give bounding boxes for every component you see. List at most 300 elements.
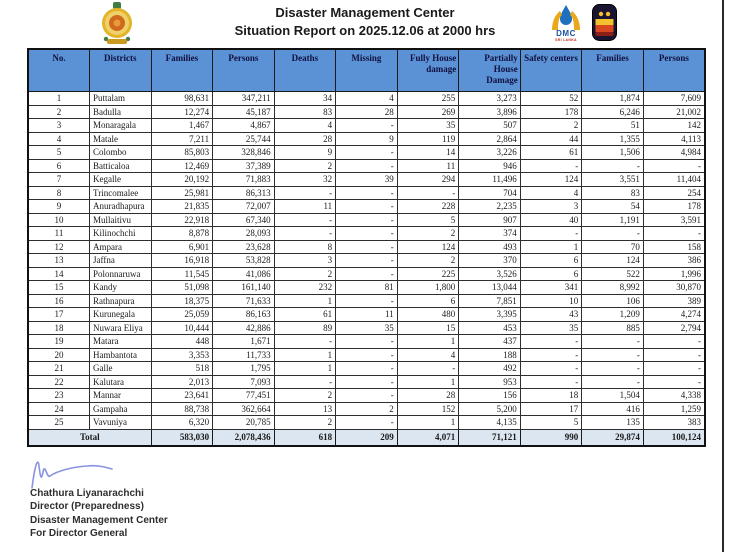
table-cell: 341 [520,281,582,295]
total-cell: 209 [336,429,398,446]
table-cell: 72,007 [213,200,275,214]
table-row [28,335,705,349]
table-row [28,402,705,416]
table-cell: - [336,213,398,227]
table-cell: 54 [582,200,644,214]
table-cell: 20,785 [213,416,275,430]
table-cell: 25,744 [213,132,275,146]
column-header: Persons [643,49,705,92]
table-cell: 2 [336,402,398,416]
table-cell: 13 [28,254,90,268]
table-cell: 1 [274,362,336,376]
table-total-row [28,429,705,446]
table-cell: 7 [28,173,90,187]
report-subtitle: Situation Report on 2025.12.06 at 2000 hrs [234,23,496,38]
table-cell: 4 [28,132,90,146]
table-cell: - [582,159,644,173]
table-cell: Mullaitivu [90,213,152,227]
table-cell: 480 [397,308,459,322]
table-cell: 507 [459,119,521,133]
table-cell: 11 [274,200,336,214]
table-cell: 370 [459,254,521,268]
total-cell: 583,030 [151,429,213,446]
table-cell: 9 [28,200,90,214]
table-cell: 493 [459,240,521,254]
table-row [28,132,705,146]
table-row [28,146,705,160]
table-cell: 106 [582,294,644,308]
table-cell: 43 [520,308,582,322]
table-cell: 25,059 [151,308,213,322]
table-cell: 34 [274,92,336,106]
total-cell: 100,124 [643,429,705,446]
table-cell: - [643,335,705,349]
table-cell: - [643,348,705,362]
table-cell: 9 [336,132,398,146]
report-title: Disaster Management Center [275,5,455,20]
table-cell: 21 [28,362,90,376]
table-cell: 885 [582,321,644,335]
table-row [28,348,705,362]
table-cell: 6,246 [582,105,644,119]
table-cell: 156 [459,389,521,403]
table-cell: 17 [28,308,90,322]
table-cell: Matara [90,335,152,349]
table-cell: 124 [397,240,459,254]
signatory-for: For Director General [30,528,128,540]
table-cell: 18 [520,389,582,403]
table-cell: 3,226 [459,146,521,160]
table-cell: 16,918 [151,254,213,268]
table-cell: 6 [520,254,582,268]
table-cell: - [520,335,582,349]
table-cell: 8 [274,240,336,254]
signatory-title: Director (Preparedness) [30,501,144,513]
table-cell: 70 [582,240,644,254]
table-cell: 1,209 [582,308,644,322]
table-cell: 437 [459,335,521,349]
table-cell: - [582,362,644,376]
table-cell: Matale [90,132,152,146]
table-row [28,119,705,133]
table-cell: Monaragala [90,119,152,133]
table-cell: 2,864 [459,132,521,146]
table-cell: - [520,227,582,241]
table-cell: 2 [520,119,582,133]
table-cell: 1,795 [213,362,275,376]
total-label: Total [28,429,151,446]
table-cell: Hambantota [90,348,152,362]
signatory-block [30,487,168,541]
table-cell: - [336,240,398,254]
table-cell: 907 [459,213,521,227]
table-cell: - [336,159,398,173]
table-cell: - [582,348,644,362]
table-cell: 71,633 [213,294,275,308]
table-row [28,92,705,106]
total-cell: 2,078,436 [213,429,275,446]
table-cell: - [643,227,705,241]
table-cell: Colombo [90,146,152,160]
dmc-logo [548,4,584,43]
table-cell: 2 [397,227,459,241]
table-cell: 20 [28,348,90,362]
table-cell: 10,444 [151,321,213,335]
table-row [28,213,705,227]
total-cell: 990 [520,429,582,446]
table-header-row [28,49,705,92]
table-cell: 4 [520,186,582,200]
table-cell: 86,313 [213,186,275,200]
table-cell: 119 [397,132,459,146]
column-header: Deaths [274,49,336,92]
table-cell: Galle [90,362,152,376]
column-header: Fully House damage [397,49,459,92]
table-cell: 178 [520,105,582,119]
table-cell: Kurunegala [90,308,152,322]
column-header: Partially House Damage [459,49,521,92]
table-cell: 4 [397,348,459,362]
table-cell: 2 [28,105,90,119]
table-cell: 23 [28,389,90,403]
table-cell: - [336,267,398,281]
table-cell: 347,211 [213,92,275,106]
table-cell: 28 [397,389,459,403]
table-cell: 4,274 [643,308,705,322]
table-cell: 3,273 [459,92,521,106]
table-cell: 1,355 [582,132,644,146]
table-cell: Gampaha [90,402,152,416]
table-cell: 67,340 [213,213,275,227]
table-cell: 6 [520,267,582,281]
table-cell: 11,404 [643,173,705,187]
table-cell: Rathnapura [90,294,152,308]
table-cell: 23,628 [213,240,275,254]
table-cell: 135 [582,416,644,430]
table-cell: 11,545 [151,267,213,281]
table-cell: 3,591 [643,213,705,227]
table-cell: 15 [397,321,459,335]
table-cell: 30,870 [643,281,705,295]
table-cell: 11 [397,159,459,173]
total-cell: 4,071 [397,429,459,446]
table-cell: 7,211 [151,132,213,146]
table-cell: 16 [28,294,90,308]
table-row [28,159,705,173]
table-cell: - [336,362,398,376]
table-cell: - [336,200,398,214]
table-cell: 51 [582,119,644,133]
table-cell: - [643,362,705,376]
table-cell: - [643,375,705,389]
table-cell: 1 [397,335,459,349]
table-cell: 98,631 [151,92,213,106]
table-cell: 83 [274,105,336,119]
total-cell: 29,874 [582,429,644,446]
table-cell: - [336,119,398,133]
table-cell: 1,191 [582,213,644,227]
table-cell: 41,086 [213,267,275,281]
table-cell: 124 [582,254,644,268]
table-cell: 21,002 [643,105,705,119]
table-cell: - [274,227,336,241]
table-cell: Trincomalee [90,186,152,200]
table-cell: 374 [459,227,521,241]
table-cell: 254 [643,186,705,200]
ministry-logo [592,4,617,46]
table-cell: - [336,254,398,268]
column-header: Families [582,49,644,92]
table-cell: 6,901 [151,240,213,254]
table-cell: 18 [28,321,90,335]
table-cell: 35 [520,321,582,335]
dmc-hands-droplet-icon [549,4,583,30]
table-cell: 158 [643,240,705,254]
table-cell: 3 [28,119,90,133]
table-cell: 7,609 [643,92,705,106]
table-row [28,186,705,200]
table-cell: 8,992 [582,281,644,295]
table-cell: 77,451 [213,389,275,403]
table-cell: 416 [582,402,644,416]
table-cell: - [336,416,398,430]
situation-table [27,48,706,447]
table-cell: 18,375 [151,294,213,308]
table-cell: 61 [520,146,582,160]
signatory-name: Chathura Liyanarachchi [30,488,144,499]
table-cell: - [336,146,398,160]
table-cell: 89 [274,321,336,335]
table-cell: - [336,294,398,308]
table-cell: 42,886 [213,321,275,335]
table-cell: 24 [28,402,90,416]
table-cell: - [274,335,336,349]
table-cell: 269 [397,105,459,119]
table-cell: 1 [274,294,336,308]
table-cell: 1,504 [582,389,644,403]
table-cell: Anuradhapura [90,200,152,214]
table-cell: 4,135 [459,416,521,430]
table-cell: 255 [397,92,459,106]
header-logos [548,4,617,46]
table-cell: 88,738 [151,402,213,416]
table-cell: 3,526 [459,267,521,281]
table-cell: 5,200 [459,402,521,416]
table-cell: 4,338 [643,389,705,403]
table-cell: 10 [28,213,90,227]
table-cell: 37,389 [213,159,275,173]
table-cell: - [336,389,398,403]
table-cell: 704 [459,186,521,200]
table-row [28,267,705,281]
table-row [28,294,705,308]
table-cell: Puttalam [90,92,152,106]
table-cell: 2 [397,254,459,268]
table-cell: 11,496 [459,173,521,187]
table-cell: 232 [274,281,336,295]
table-cell: 492 [459,362,521,376]
table-cell: 61 [274,308,336,322]
table-cell: 228 [397,200,459,214]
table-cell: Kegalle [90,173,152,187]
table-cell: 1 [397,416,459,430]
table-cell: 518 [151,362,213,376]
column-header: Districts [90,49,152,92]
table-body [28,92,705,430]
table-cell: Mannar [90,389,152,403]
table-cell: Vavuniya [90,416,152,430]
table-cell: 3,395 [459,308,521,322]
table-cell: 9 [274,146,336,160]
table-cell: 294 [397,173,459,187]
table-row [28,389,705,403]
report-titles [0,4,730,40]
column-header: Families [151,49,213,92]
table-cell: 3,551 [582,173,644,187]
table-cell: 2 [274,416,336,430]
dmc-logo-text: DMC [556,29,576,38]
table-cell: 12,469 [151,159,213,173]
table-cell: - [336,186,398,200]
table-cell: 1 [397,375,459,389]
table-cell: 4,867 [213,119,275,133]
table-cell: 6,320 [151,416,213,430]
table-cell: - [274,213,336,227]
table-cell: 22 [28,375,90,389]
table-cell: 35 [336,321,398,335]
table-cell: 12,274 [151,105,213,119]
table-cell: 35 [397,119,459,133]
table-row [28,200,705,214]
table-cell: 161,140 [213,281,275,295]
table-cell: - [336,227,398,241]
table-cell: 522 [582,267,644,281]
table-cell: 6 [397,294,459,308]
table-cell: 14 [397,146,459,160]
table-cell: 11 [28,227,90,241]
table-row [28,416,705,430]
table-row [28,254,705,268]
column-header: Persons [213,49,275,92]
table-cell: 1,996 [643,267,705,281]
table-cell: 71,883 [213,173,275,187]
table-cell: 17 [520,402,582,416]
table-cell: 124 [520,173,582,187]
table-cell: 25,981 [151,186,213,200]
table-row [28,105,705,119]
table-cell: 453 [459,321,521,335]
table-cell: 25 [28,416,90,430]
table-cell: - [582,227,644,241]
table-cell: - [582,375,644,389]
table-cell: 1,506 [582,146,644,160]
table-cell: 7,093 [213,375,275,389]
table-cell: Nuwara Eliya [90,321,152,335]
table-row [28,227,705,241]
table-cell: 52 [520,92,582,106]
table-cell: Jaffna [90,254,152,268]
table-cell: - [336,335,398,349]
column-header: Missing [336,49,398,92]
table-cell: Badulla [90,105,152,119]
table-row [28,173,705,187]
table-cell: 1,259 [643,402,705,416]
table-cell: 13,044 [459,281,521,295]
table-row [28,375,705,389]
table-cell: 1 [274,348,336,362]
table-cell: - [336,348,398,362]
signatory-org: Disaster Management Center [30,514,168,526]
table-cell: 7,851 [459,294,521,308]
table-cell: - [520,362,582,376]
table-cell: 3,353 [151,348,213,362]
table-cell: 1 [28,92,90,106]
table-cell: 32 [274,173,336,187]
table-cell: 5 [520,416,582,430]
table-cell: 5 [397,213,459,227]
table-cell: 328,846 [213,146,275,160]
column-header: Safety centers [520,49,582,92]
table-cell: 1,467 [151,119,213,133]
table-cell: Kilinochchi [90,227,152,241]
table-cell: 8,878 [151,227,213,241]
page-edge-line [722,0,724,552]
table-cell: 83 [582,186,644,200]
table-cell: 4,113 [643,132,705,146]
table-cell: - [520,375,582,389]
table-cell: 362,664 [213,402,275,416]
table-cell: 39 [336,173,398,187]
table-cell: 21,835 [151,200,213,214]
table-cell: 4,984 [643,146,705,160]
total-cell: 618 [274,429,336,446]
table-cell: - [336,375,398,389]
table-cell: 1,874 [582,92,644,106]
table-cell: 2 [274,159,336,173]
table-cell: Batticaloa [90,159,152,173]
table-cell: 10 [520,294,582,308]
table-cell: 86,163 [213,308,275,322]
table-cell: - [643,159,705,173]
table-cell: 953 [459,375,521,389]
table-cell: - [397,186,459,200]
table-row [28,321,705,335]
table-cell: 3,896 [459,105,521,119]
column-header: No. [28,49,90,92]
table-cell: - [520,348,582,362]
table-cell: 142 [643,119,705,133]
table-cell: 28 [274,132,336,146]
table-cell: - [274,375,336,389]
table-cell: 13 [274,402,336,416]
table-row [28,281,705,295]
table-cell: 23,641 [151,389,213,403]
table-cell: 28,093 [213,227,275,241]
table-row [28,240,705,254]
table-cell: 1,800 [397,281,459,295]
table-cell: 946 [459,159,521,173]
table-cell: - [397,362,459,376]
table-row [28,308,705,322]
table-cell: 225 [397,267,459,281]
table-cell: 386 [643,254,705,268]
table-cell: 20,192 [151,173,213,187]
table-cell: 53,828 [213,254,275,268]
table-cell: 22,918 [151,213,213,227]
table-cell: 8 [28,186,90,200]
table-cell: 3 [274,254,336,268]
total-cell: 71,121 [459,429,521,446]
